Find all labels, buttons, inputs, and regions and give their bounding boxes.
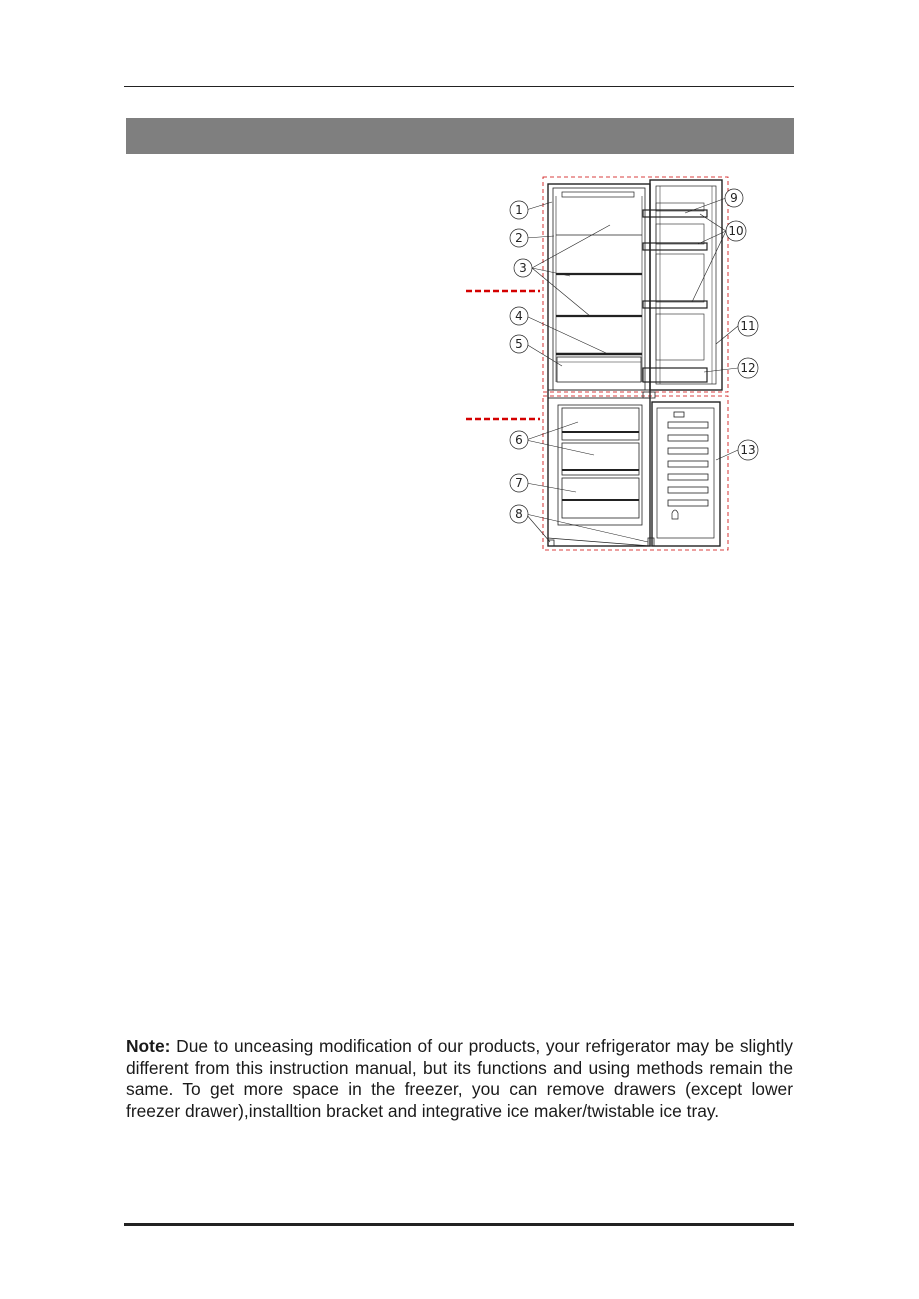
callout-7 (510, 474, 528, 492)
callout-8 (510, 505, 528, 523)
note-label: Note: (126, 1036, 171, 1057)
svg-text:1: 1 (515, 203, 523, 217)
callout-2 (510, 229, 528, 247)
svg-text:11: 11 (740, 319, 756, 333)
note-paragraph (126, 1036, 793, 1122)
svg-text:13: 13 (740, 443, 756, 457)
svg-text:3: 3 (519, 261, 527, 275)
top-rule (124, 86, 794, 87)
svg-text:2: 2 (515, 231, 523, 245)
section-header-band (126, 118, 794, 154)
svg-text:8: 8 (515, 507, 523, 521)
callout-5 (510, 335, 528, 353)
svg-text:12: 12 (740, 361, 756, 375)
callout-6 (510, 431, 528, 449)
freezer-section-frame (543, 396, 728, 550)
callout-3 (514, 259, 532, 277)
callout-13 (738, 440, 758, 460)
svg-text:9: 9 (730, 191, 738, 205)
svg-text:10: 10 (728, 224, 744, 238)
fridge-door (643, 180, 722, 398)
callout-12 (738, 358, 758, 378)
fridge-diagram (460, 170, 790, 560)
svg-text:4: 4 (515, 309, 523, 323)
callout-1 (510, 201, 528, 219)
callout-markers (510, 189, 758, 523)
note-body: Due to unceasing modification of our products, your refrigerator may be slightly different from this instruction manual, but its functions and using methods remain the same. To get more space in the freezer, you can remove drawers (except lower freezer drawer),installtion bracket and integrative ice maker/twistable ice tray. (126, 1036, 793, 1121)
svg-text:6: 6 (515, 433, 523, 447)
callout-10 (726, 221, 746, 241)
svg-text:5: 5 (515, 337, 523, 351)
svg-text:7: 7 (515, 476, 523, 490)
freezer-door (652, 402, 720, 546)
callout-4 (510, 307, 528, 325)
callout-11 (738, 316, 758, 336)
bottom-rule (124, 1223, 794, 1226)
fridge-cabinet (548, 184, 654, 546)
callout-9 (725, 189, 743, 207)
